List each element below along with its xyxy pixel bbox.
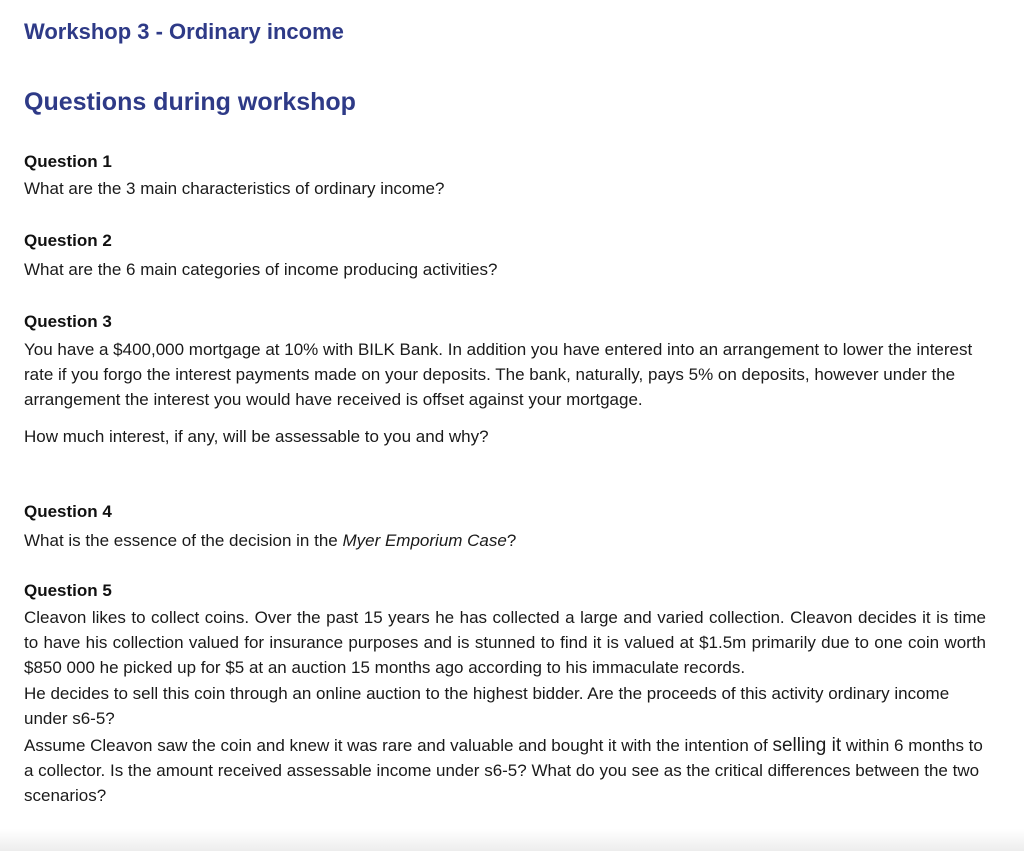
question-3-heading: Question 3 <box>24 312 112 331</box>
question-3-block <box>24 311 986 449</box>
question-3-paragraph-1: You have a $400,000 mortgage at 10% with BILK Bank. In addition you have entered into an arrangement to lower the interest rate if you forgo the interest payments made on your deposits. The bank, naturally, pays 5% on deposits, however under the arrangement the interest you would have received is offset against your mortgage. <box>24 340 973 409</box>
question-5-p3-before: Assume Cleavon saw the coin and knew it was rare and valuable and bought it with the intention of <box>24 736 773 755</box>
case-name: Myer Emporium Case <box>342 531 507 550</box>
question-5-block <box>24 580 986 808</box>
section-heading: Questions during workshop <box>24 88 356 116</box>
question-1-heading: Question 1 <box>24 152 112 171</box>
question-4-text-before: What is the essence of the decision in the <box>24 531 343 550</box>
question-5-paragraph-1: Cleavon likes to collect coins. Over the past 15 years he has collected a large and varied collection. Cleavon decides it is time to have his collection valued for insurance purposes and is stunned to find it is valued at $1.5m primarily due to one coin worth $850 000 he picked up for $5 at an auction 15 months ago according to his immaculate records. <box>24 608 986 677</box>
question-4-block <box>24 501 986 553</box>
question-2-heading: Question 2 <box>24 231 112 250</box>
question-4-text-after: ? <box>506 531 517 550</box>
question-5-p3-emphasis: selling it <box>772 735 842 756</box>
question-2-block <box>24 230 986 282</box>
question-1-text: What are the 3 main characteristics of ordinary income? <box>24 179 445 198</box>
page-bottom-shade <box>0 829 1024 851</box>
question-5-p3-after: within 6 months to a collector. Is the amount received assessable income under s6-5? What do you see as the critical differences between the two scenarios? <box>24 736 983 805</box>
question-4-heading: Question 4 <box>24 502 112 521</box>
document-title: Workshop 3 - Ordinary income <box>24 19 344 44</box>
question-5-heading: Question 5 <box>24 581 112 600</box>
question-4-text <box>24 528 986 553</box>
question-5-paragraph-3 <box>24 733 986 808</box>
question-1-block <box>24 151 986 201</box>
question-5-paragraph-2: He decides to sell this coin through an online auction to the highest bidder. Are the proceeds of this activity ordinary income under s6-5? <box>24 684 950 728</box>
question-3-paragraph-2: How much interest, if any, will be assessable to you and why? <box>24 427 489 446</box>
question-2-text: What are the 6 main categories of income producing activities? <box>24 260 498 279</box>
